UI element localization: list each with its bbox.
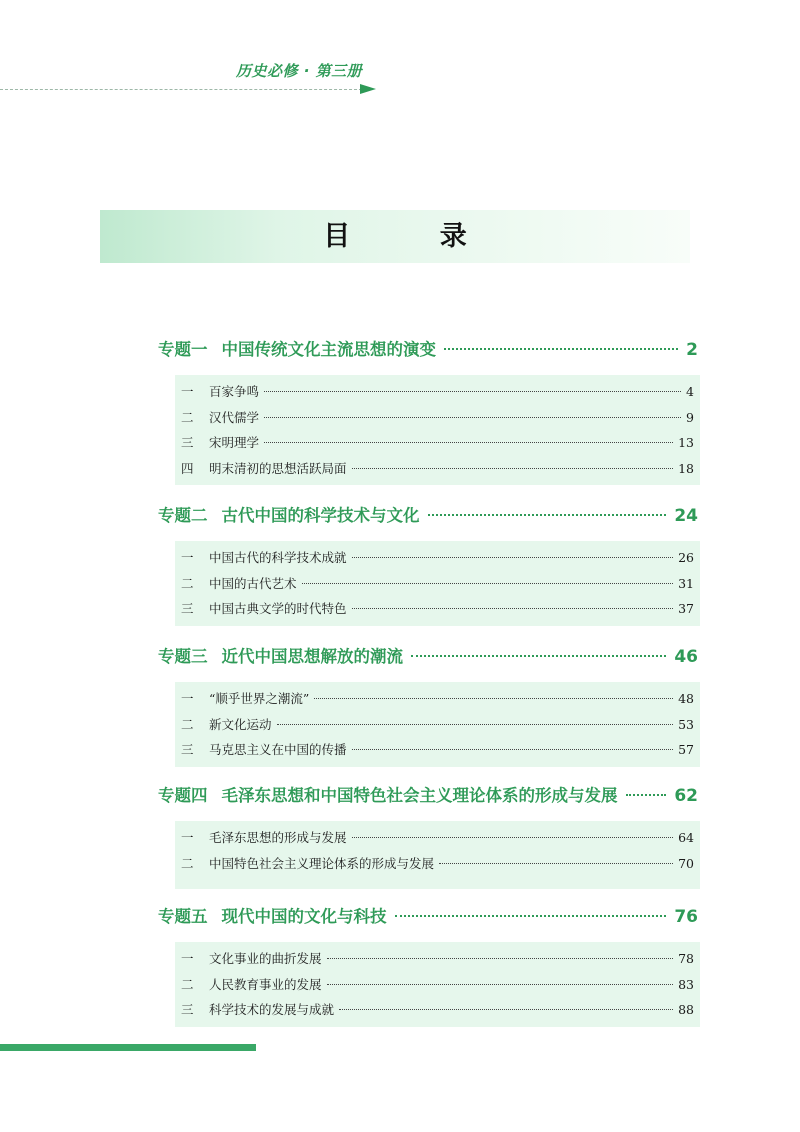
lesson-number: 一 xyxy=(181,384,194,399)
lesson-page: 37 xyxy=(678,601,694,616)
dot-leader xyxy=(302,583,674,584)
dot-leader xyxy=(352,749,674,750)
lesson-page: 18 xyxy=(678,460,694,476)
lesson-item[interactable] xyxy=(175,851,700,877)
lesson-item[interactable] xyxy=(175,545,700,571)
lesson-page: 31 xyxy=(678,575,694,591)
lesson-item[interactable] xyxy=(175,712,700,738)
lesson-page: 64 xyxy=(678,830,694,845)
unit-title: 古代中国的科学技术与文化 xyxy=(221,506,420,525)
lesson-number: 二 xyxy=(181,716,194,732)
lesson-item[interactable] xyxy=(175,737,700,763)
lesson-title: 中国的古代艺术 xyxy=(209,575,297,591)
lesson-item[interactable] xyxy=(175,946,700,972)
lesson-title: 人民教育事业的发展 xyxy=(209,976,322,992)
dot-leader xyxy=(352,837,674,838)
toc-unit-5 xyxy=(158,903,698,1027)
dot-leader xyxy=(411,655,666,657)
lesson-list xyxy=(175,541,700,626)
dot-leader xyxy=(327,958,674,959)
lesson-number: 三 xyxy=(181,742,194,757)
dot-leader xyxy=(395,915,667,917)
lesson-list xyxy=(175,682,700,767)
dot-leader xyxy=(444,348,678,350)
dot-leader xyxy=(439,863,673,864)
lesson-item[interactable] xyxy=(175,825,700,851)
bottom-accent-bar xyxy=(0,1044,256,1051)
lesson-item[interactable] xyxy=(175,596,700,622)
unit-number: 专题四 xyxy=(158,786,208,805)
lesson-page: 13 xyxy=(678,435,694,450)
lesson-page: 88 xyxy=(678,1002,694,1017)
lesson-title: 新文化运动 xyxy=(209,716,272,732)
lesson-number: 四 xyxy=(181,460,194,476)
lesson-title: 明末清初的思想活跃局面 xyxy=(209,460,347,476)
lesson-title: 科学技术的发展与成就 xyxy=(209,1002,335,1017)
dot-leader xyxy=(428,514,667,516)
unit-heading[interactable] xyxy=(158,903,698,929)
lesson-page: 26 xyxy=(678,550,694,565)
lesson-title: 汉代儒学 xyxy=(209,409,260,425)
lesson-number: 三 xyxy=(181,1002,194,1017)
lesson-number: 一 xyxy=(181,691,194,706)
unit-title: 中国传统文化主流思想的演变 xyxy=(221,340,436,359)
lesson-page: 57 xyxy=(678,742,694,757)
lesson-title: 宋明理学 xyxy=(209,435,260,450)
dot-leader xyxy=(352,608,674,609)
unit-heading[interactable] xyxy=(158,643,698,669)
running-header-title: 历史必修 · 第三册 xyxy=(236,62,363,80)
lesson-number: 一 xyxy=(181,951,194,966)
dot-leader xyxy=(264,391,681,392)
unit-page: 76 xyxy=(674,907,698,927)
lesson-item[interactable] xyxy=(175,430,700,456)
lesson-title: 中国古代的科学技术成就 xyxy=(209,550,347,565)
lesson-page: 4 xyxy=(686,384,694,399)
lesson-number: 一 xyxy=(181,830,194,845)
lesson-item[interactable] xyxy=(175,405,700,431)
lesson-page: 9 xyxy=(686,409,694,425)
lesson-item[interactable] xyxy=(175,686,700,712)
unit-page: 24 xyxy=(674,506,698,526)
lesson-page: 78 xyxy=(678,951,694,966)
toc-unit-2 xyxy=(158,502,698,626)
lesson-number: 一 xyxy=(181,550,194,565)
dot-leader xyxy=(314,698,673,699)
unit-heading[interactable] xyxy=(158,502,698,528)
unit-number: 专题二 xyxy=(158,506,208,525)
lesson-title: “顺乎世界之潮流” xyxy=(209,691,310,706)
lesson-number: 二 xyxy=(181,409,194,425)
dot-leader xyxy=(352,468,674,469)
dot-leader xyxy=(626,794,667,796)
toc-title: 目 录 xyxy=(323,221,507,252)
lesson-title: 中国古典文学的时代特色 xyxy=(209,601,347,616)
lesson-list xyxy=(175,821,700,889)
toc-unit-3 xyxy=(158,643,698,767)
lesson-item[interactable] xyxy=(175,972,700,998)
lesson-list xyxy=(175,942,700,1027)
dot-leader xyxy=(264,417,681,418)
lesson-list xyxy=(175,375,700,485)
unit-page: 46 xyxy=(674,647,698,667)
lesson-number: 三 xyxy=(181,601,194,616)
lesson-page: 48 xyxy=(678,691,694,706)
header-dashed-rule xyxy=(0,89,362,90)
lesson-item[interactable] xyxy=(175,456,700,482)
unit-title: 毛泽东思想和中国特色社会主义理论体系的形成与发展 xyxy=(221,786,618,805)
toc-unit-1 xyxy=(158,336,698,485)
lesson-number: 二 xyxy=(181,855,194,871)
lesson-number: 二 xyxy=(181,976,194,992)
lesson-title: 百家争鸣 xyxy=(209,384,260,399)
unit-number: 专题一 xyxy=(158,340,208,359)
unit-page: 62 xyxy=(674,786,698,806)
lesson-page: 83 xyxy=(678,976,694,992)
lesson-title: 文化事业的曲折发展 xyxy=(209,951,322,966)
lesson-title: 中国特色社会主义理论体系的形成与发展 xyxy=(209,855,435,871)
lesson-item[interactable] xyxy=(175,997,700,1023)
unit-heading[interactable] xyxy=(158,782,698,808)
lesson-number: 二 xyxy=(181,575,194,591)
dot-leader xyxy=(327,984,674,985)
unit-title: 近代中国思想解放的潮流 xyxy=(221,647,403,666)
lesson-title: 毛泽东思想的形成与发展 xyxy=(209,830,347,845)
lesson-number: 三 xyxy=(181,435,194,450)
lesson-item[interactable] xyxy=(175,379,700,405)
lesson-item[interactable] xyxy=(175,571,700,597)
unit-title: 现代中国的文化与科技 xyxy=(221,907,387,926)
dot-leader xyxy=(277,724,674,725)
unit-number: 专题三 xyxy=(158,647,208,666)
lesson-page: 70 xyxy=(678,855,694,871)
dot-leader xyxy=(264,442,673,443)
lesson-page: 53 xyxy=(678,716,694,732)
unit-number: 专题五 xyxy=(158,907,208,926)
unit-heading[interactable] xyxy=(158,336,698,362)
dot-leader xyxy=(339,1009,673,1010)
unit-page: 2 xyxy=(686,340,698,360)
toc-unit-4 xyxy=(158,782,698,889)
dot-leader xyxy=(352,557,674,558)
lesson-title: 马克思主义在中国的传播 xyxy=(209,742,347,757)
arrow-icon xyxy=(360,84,376,94)
